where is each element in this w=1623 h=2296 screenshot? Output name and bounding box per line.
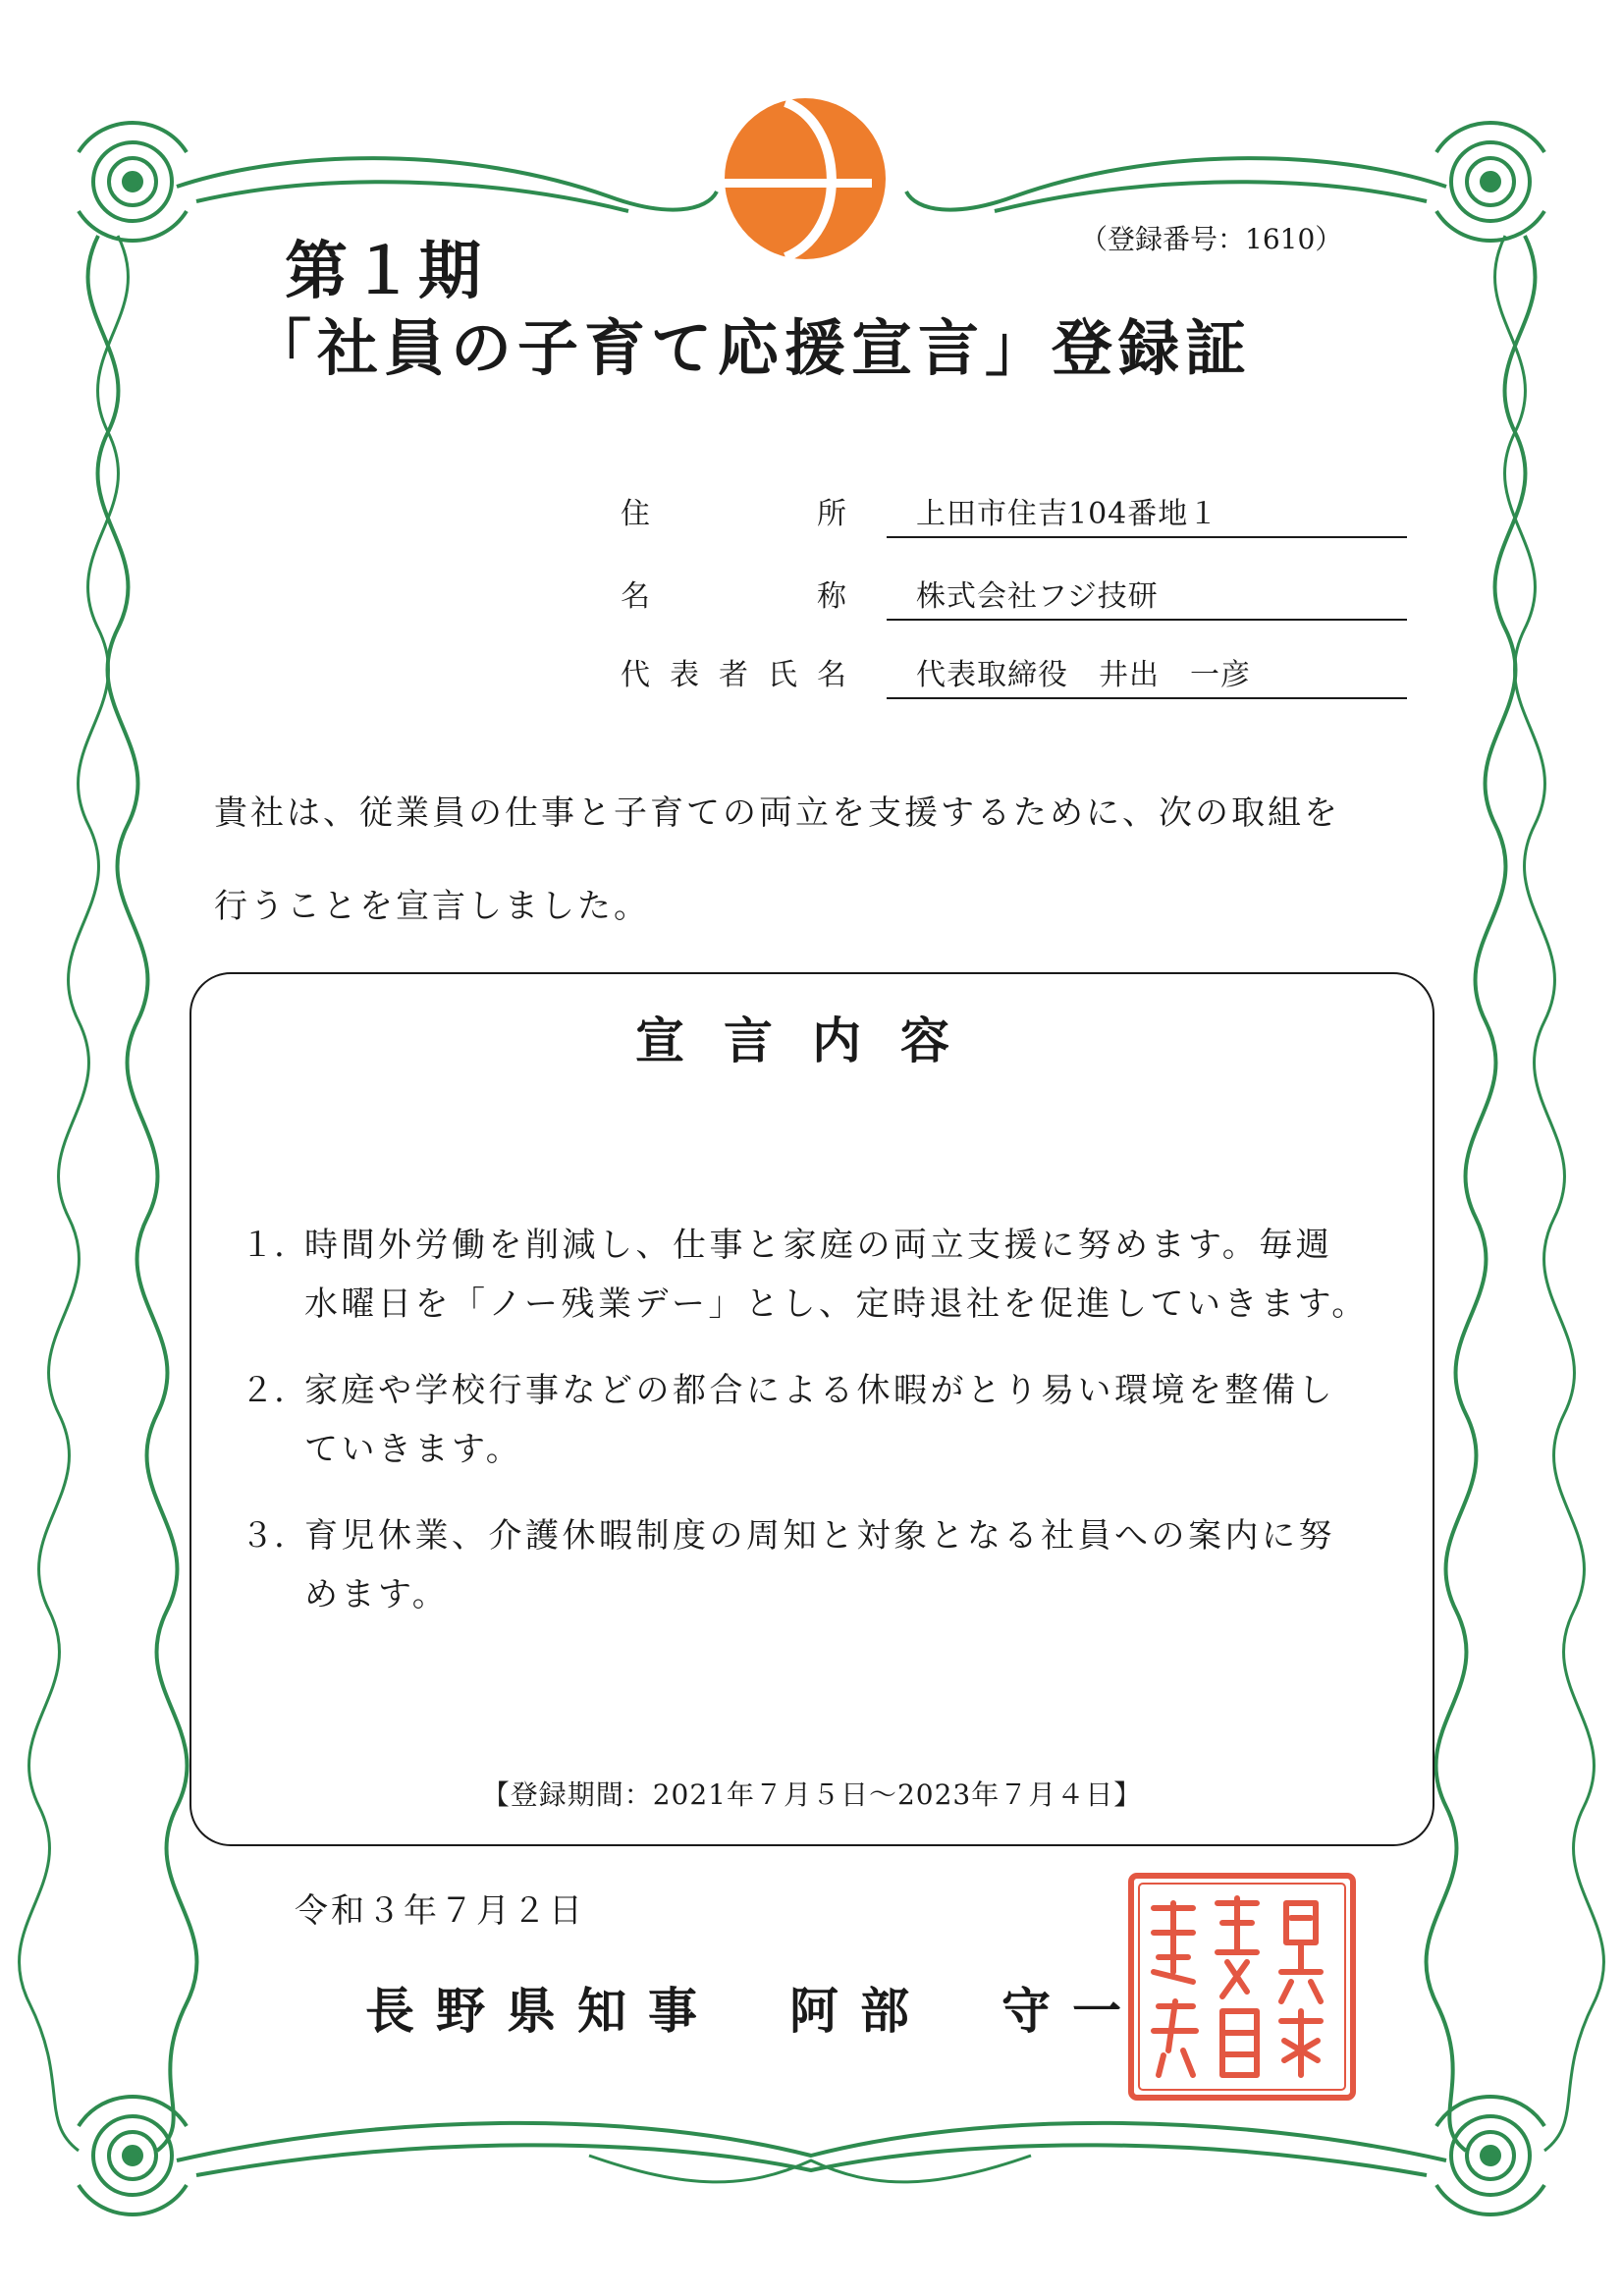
name-label: 名 称 bbox=[621, 579, 846, 614]
statement-line-1: 貴社は、従業員の仕事と子育ての両立を支援するために、次の取組を bbox=[214, 793, 1340, 833]
registration-period: 【登録期間：2021年７月５日～2023年７月４日】 bbox=[481, 1778, 1143, 1811]
period-label: 第１期 bbox=[285, 235, 485, 308]
item-1-line-1: 時間外労働を削減し、仕事と家庭の両立支援に努めます。毎週 bbox=[304, 1226, 1333, 1265]
signer-name: 長野県知事 阿部 守一 bbox=[365, 1982, 1143, 2040]
item-3-number: ３. bbox=[241, 1516, 285, 1556]
issue-date: 令和３年７月２日 bbox=[295, 1891, 585, 1931]
prefecture-logo bbox=[717, 94, 893, 263]
statement-line-2: 行うことを宣言しました。 bbox=[214, 887, 650, 926]
certificate-title: 「社員の子育て応援宣言」登録証 bbox=[250, 312, 1253, 384]
item-2-line-2: ていきます。 bbox=[304, 1430, 523, 1469]
item-1-number: １. bbox=[241, 1226, 285, 1265]
item-3-line-1: 育児休業、介護休暇制度の周知と対象となる社員への案内に努 bbox=[304, 1516, 1335, 1556]
registration-number: （登録番号：1610） bbox=[1080, 223, 1343, 255]
item-2-line-1: 家庭や学校行事などの都合による休暇がとり易い環境を整備し bbox=[304, 1371, 1335, 1410]
item-3-line-2: めます。 bbox=[304, 1575, 450, 1614]
item-2-number: ２. bbox=[241, 1371, 285, 1410]
company-name-value: 株式会社フジ技研 bbox=[887, 572, 1407, 621]
item-1-line-2: 水曜日を「ノー残業デー」とし、定時退社を促進していきます。 bbox=[304, 1285, 1369, 1324]
representative-label: 代 表 者 氏 名 bbox=[621, 658, 846, 692]
declaration-heading: 宣言内容 bbox=[635, 1011, 989, 1069]
official-seal bbox=[1119, 1864, 1365, 2109]
address-label: 住 所 bbox=[621, 497, 846, 531]
representative-value: 代表取締役 井出 一彦 bbox=[887, 650, 1407, 699]
address-value: 上田市住吉104番地１ bbox=[887, 489, 1407, 538]
